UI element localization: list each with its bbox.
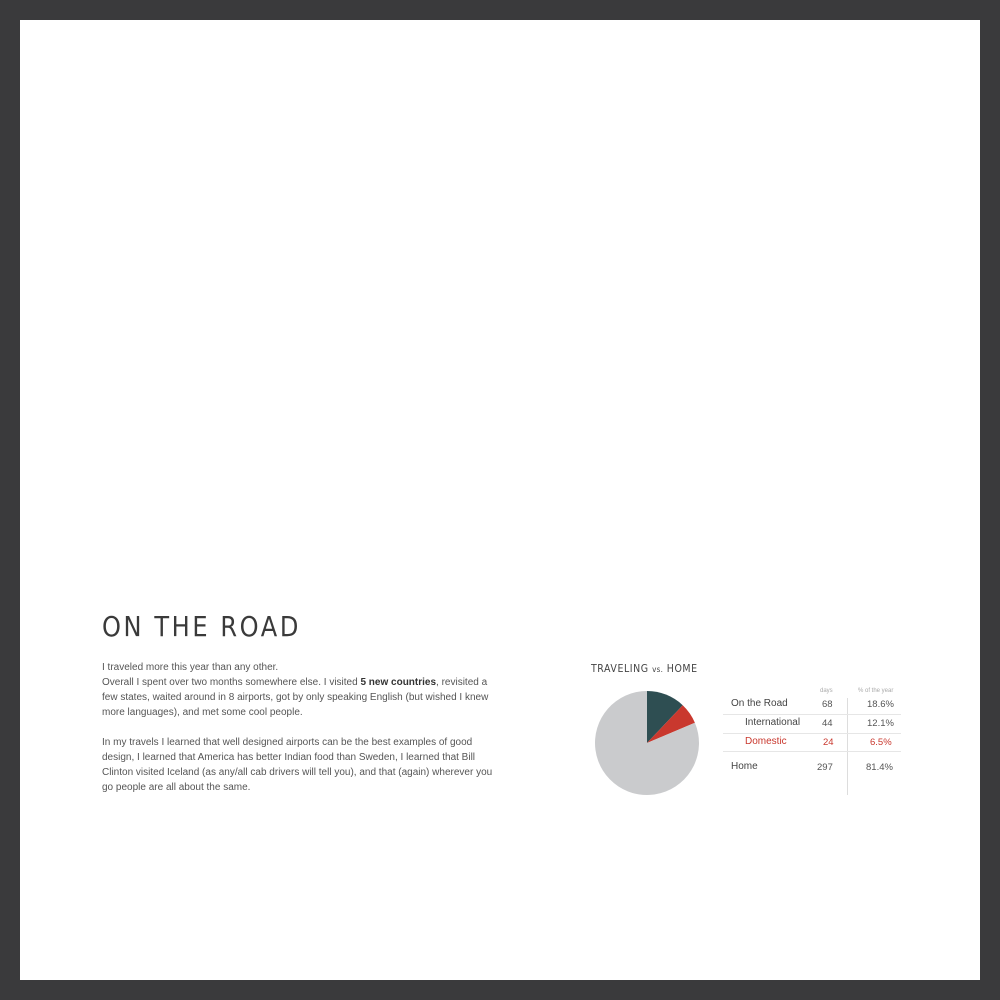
row-divider — [723, 733, 901, 734]
paragraph-2: In my travels I learned that well designed airports can be the best examples of good design, I learned that America has better Indian food than Sweden, I learned that Bill Clinton visited Iceland (as any/all cab drivers will tell you), and that (again) wherever you go people are all about the same. — [102, 737, 493, 793]
page — [20, 20, 980, 980]
chart-title-vs: vs. — [652, 665, 664, 674]
column-header-percent: % of the year — [858, 688, 894, 694]
row-on-the-road-label: On the Road — [731, 698, 788, 709]
data-table — [20, 20, 980, 980]
row-divider — [723, 751, 901, 752]
column-header-days: days — [820, 688, 833, 694]
paragraph-1-pre: Overall I spent over two months somewhere else. I visited — [102, 677, 361, 688]
row-home-percent: 81.4% — [866, 762, 893, 773]
column-divider — [847, 698, 848, 795]
new-countries-highlight: 5 new countries — [360, 677, 437, 688]
paragraph-1 — [102, 660, 502, 720]
pie-chart — [594, 690, 700, 796]
row-international-percent: 12.1% — [867, 718, 894, 729]
row-domestic-days: 24 — [823, 737, 834, 748]
row-domestic-label: Domestic — [745, 736, 787, 747]
paragraph-1-post: , revisited a few states, waited around in 8 airports, got by only speaking English (but wished I knew more languages), and met some cool people. — [102, 677, 489, 718]
row-on-the-road-percent: 18.6% — [867, 699, 894, 710]
row-home-days: 297 — [817, 762, 833, 773]
row-international-days: 44 — [822, 718, 833, 729]
paragraph-1-line-1: I traveled more this year than any other. — [102, 662, 279, 673]
paragraph-gap — [102, 720, 502, 735]
row-home-label: Home — [731, 761, 758, 772]
row-international-label: International — [745, 717, 801, 728]
chart-title — [591, 663, 698, 675]
body-text — [102, 660, 502, 795]
chart-title-part-2: HOME — [666, 663, 698, 675]
row-divider — [723, 714, 901, 715]
row-domestic-percent: 6.5% — [870, 737, 892, 748]
row-on-the-road-days: 68 — [822, 699, 833, 710]
page-title: ON THE ROAD — [102, 610, 301, 643]
chart-title-part-1: TRAVELING — [591, 663, 649, 675]
